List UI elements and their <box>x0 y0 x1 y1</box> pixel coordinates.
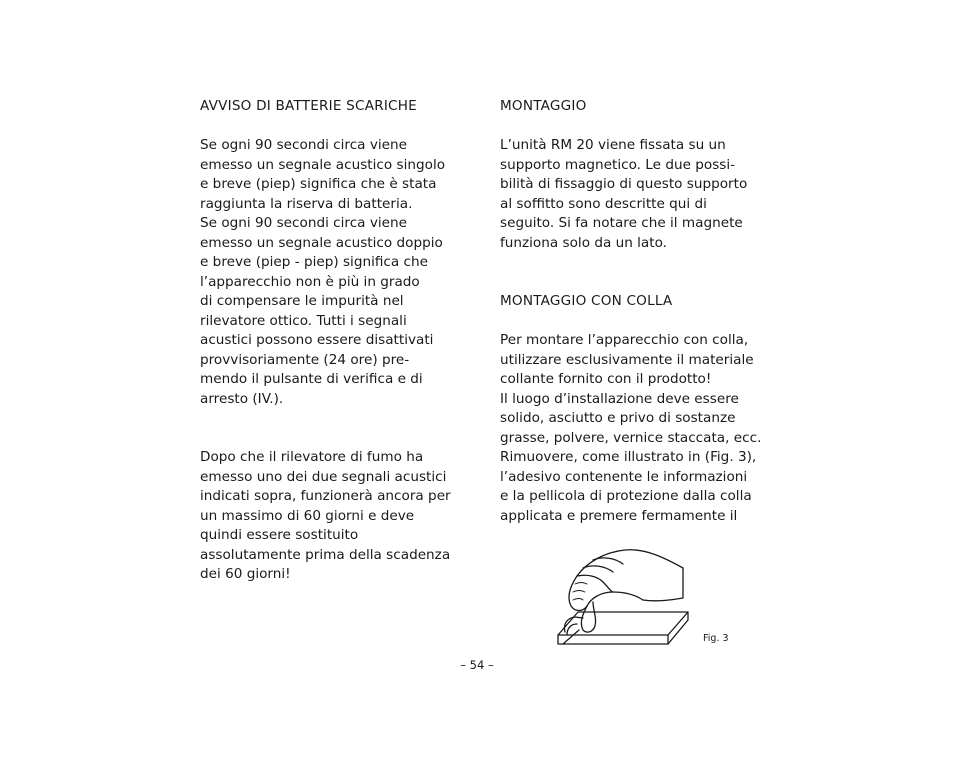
text-line: raggiunta la riserva di batteria. <box>200 195 413 212</box>
text-line: assolutamente prima della scadenza <box>200 546 451 563</box>
text-line: utilizzare esclusivamente il materiale <box>500 351 754 368</box>
text-line: solido, asciutto e privo di sostanze <box>500 410 736 426</box>
text-line: dei 60 giorni! <box>200 566 291 582</box>
text-line: un massimo di 60 giorni e deve <box>200 507 415 524</box>
glue-mounting-paragraph <box>500 331 762 526</box>
text-line: applicata e premere fermamente il <box>500 507 738 524</box>
text-line: e breve (piep) significa che è stata <box>200 176 437 192</box>
text-line: indicati sopra, funzionerà ancora per <box>200 488 451 504</box>
text-line: quindi essere sostituito <box>200 527 359 543</box>
section-heading-glue-mounting: MONTAGGIO CON COLLA <box>500 293 673 309</box>
text-line: L’unità RM 20 viene fissata su un <box>500 137 726 153</box>
text-line: Dopo che il rilevatore di fumo ha <box>200 449 424 465</box>
mounting-paragraph <box>500 136 762 253</box>
right-column <box>500 97 762 526</box>
text-line: Per montare l’apparecchio con colla, <box>500 332 749 348</box>
text-line: bilità di fissaggio di questo supporto <box>500 176 748 192</box>
text-line: rilevatore ottico. Tutti i segnali <box>200 312 407 329</box>
text-line: Rimuovere, come illustrato in (Fig. 3), <box>500 449 757 465</box>
text-line: Se ogni 90 secondi circa viene <box>200 215 407 231</box>
hand-peeling-adhesive-icon <box>553 540 693 652</box>
text-line: Il luogo d’installazione deve essere <box>500 390 739 407</box>
text-line: arresto (IV.). <box>200 390 284 407</box>
text-line: collante fornito con il prodotto! <box>500 371 712 387</box>
left-column <box>200 97 462 585</box>
text-line: Se ogni 90 secondi circa viene <box>200 137 407 153</box>
text-line: grasse, polvere, vernice staccata, ecc. <box>500 429 762 446</box>
text-line: acustici possono essere disattivati <box>200 332 434 348</box>
page-number: – 54 – <box>460 658 494 672</box>
section-heading-low-battery: AVVISO DI BATTERIE SCARICHE <box>200 98 417 114</box>
figure-caption: Fig. 3 <box>703 633 729 644</box>
text-line: e la pellicola di protezione dalla colla <box>500 488 752 504</box>
text-line: seguito. Si fa notare che il magnete <box>500 215 743 231</box>
text-line: al soffitto sono descritte qui di <box>500 195 707 212</box>
replacement-paragraph <box>200 448 462 585</box>
text-line: emesso un segnale acustico doppio <box>200 234 443 251</box>
text-line: funziona solo da un lato. <box>500 234 667 251</box>
text-line: emesso un segnale acustico singolo <box>200 156 446 173</box>
text-line: mendo il pulsante di verifica e di <box>200 371 423 387</box>
text-line: provvisoriamente (24 ore) pre- <box>200 351 410 368</box>
section-heading-mounting: MONTAGGIO <box>500 98 587 114</box>
low-battery-paragraph <box>200 136 462 409</box>
text-line: l’apparecchio non è più in grado <box>200 273 420 290</box>
text-line: emesso uno dei due segnali acustici <box>200 468 447 485</box>
text-line: l’adesivo contenente le informazioni <box>500 468 748 485</box>
text-line: supporto magnetico. Le due possi- <box>500 156 736 173</box>
text-line: di compensare le impurità nel <box>200 293 404 309</box>
text-line: e breve (piep - piep) significa che <box>200 254 428 270</box>
